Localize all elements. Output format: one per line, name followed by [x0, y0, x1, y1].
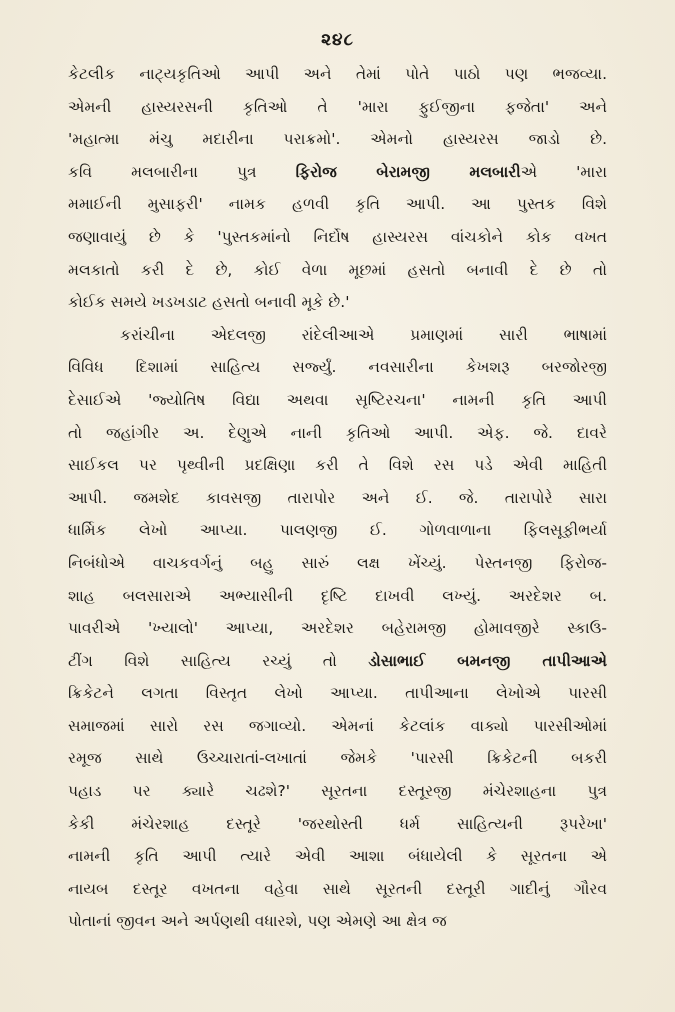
text-run: મમાઈની મુસાફરી' નામક હળવી કૃતિ આપી. આ પુસ્તક વિશે: [68, 195, 607, 214]
text-run: નિબંધોએ વાચકવર્ગનું બહુ સારું લક્ષ ખેંચ્યું. પેસ્તનજી ફિરોજ-: [68, 553, 607, 572]
text-line: [68, 645, 607, 678]
text-line: [68, 156, 607, 189]
text-run: પોતાનાં જીવન અને અર્પણથી વધારશે, પણ એમણે આ ક્ષેત્ર જ: [68, 912, 447, 931]
emphasized-name: ફિરોજ બેરામજી મલબારી: [295, 162, 521, 181]
text-run: 'મહાત્મા મંચુ મદારીના પરાક્રમો'. એમનો હાસ્યરસ જાડો છે.: [68, 130, 607, 149]
text-line: [68, 547, 607, 580]
text-run: કવિ મલબારીના પુત્ર: [68, 162, 296, 181]
text-run: સમાજમાં સારો રસ જગાવ્યો. એમનાં કેટલાંક વાક્યો પારસીઓમાં: [68, 716, 607, 735]
text-run: કોઈક સમયે ખડખડાટ હસતો બનાવી મૂકે છે.': [68, 293, 350, 312]
text-line: [68, 742, 607, 775]
text-run: ધાર્મિક લેખો આપ્યા. પાલણજી ઈ. ગોળવાળાના ફિલસૂફીભર્યા: [68, 521, 607, 540]
text-run: એ 'મારા: [520, 162, 607, 181]
text-line: [68, 449, 607, 482]
text-line: [68, 677, 607, 710]
text-run: પાવરીએ 'ખ્યાલો' આપ્યા, અરદેશર બહેરામજી હોમાવજીરે સ્કાઉ-: [68, 619, 607, 638]
text-line: [68, 91, 607, 124]
text-line: [68, 482, 607, 515]
text-line: [68, 840, 607, 873]
text-run: ક્રિકેટને લગતા વિસ્તૃત લેખો આપ્યા. તાપીઆના લેખોએ પારસી: [68, 684, 607, 703]
text-line: [68, 905, 607, 938]
text-run: દેસાઈએ 'જ્યોતિષ વિદ્યા અથવા સૃષ્ટિરચના' નામની કૃતિ આપી: [68, 390, 607, 409]
text-line: [68, 351, 607, 384]
text-line: [68, 514, 607, 547]
text-line: [68, 384, 607, 417]
text-run: ટીંગ વિશે સાહિત્ય રચ્યું તો: [68, 651, 369, 670]
body-text: [68, 58, 607, 938]
text-run: તો જહાંગીર અ. દેણુએ નાની કૃતિઓ આપી. એફ. જે. દાવરે: [68, 423, 607, 442]
paragraph: [68, 319, 607, 938]
text-line: [68, 123, 607, 156]
text-run: કેકી મંચેરશાહ દસ્તૂરે 'જરથોસ્તી ધર્મ સાહિત્યની રૂપરેખા': [68, 814, 607, 833]
text-line: [68, 775, 607, 808]
text-line: [68, 58, 607, 91]
text-line: [68, 873, 607, 906]
text-line: [68, 612, 607, 645]
text-run: સાઈકલ પર પૃથ્વીની પ્રદક્ષિણા કરી તે વિશે રસ પડે એવી માહિતી: [68, 456, 607, 475]
text-run: કેટલીક નાટ્યકૃતિઓ આપી અને તેમાં પોતે પાઠો પણ ભજવ્યા.: [68, 65, 607, 83]
text-line: [68, 286, 607, 319]
page-number: ૨૪૮: [321, 30, 354, 50]
text-run: રમૂજ સાથે ઉચ્ચારાતાં-લખાતાં જેમકે 'પારસી ક્રિકેટની બકરી: [68, 749, 607, 768]
text-line: [68, 254, 607, 287]
text-run: પહાડ પર ક્યારે ચઢશે?' સૂરતના દસ્તૂરજી મંચેરશાહના પુત્ર: [68, 782, 607, 801]
text-run: શાહ બલસારાએ અભ્યાસીની દૃષ્ટિ દાખવી લખ્યું. અરદેશર બ.: [68, 586, 607, 605]
text-line: [68, 188, 607, 221]
text-line: [68, 221, 607, 254]
text-run: વિવિધ દિશામાં સાહિત્ય સર્જ્યું. નવસારીના કેખશરૂ બરજોરજી: [68, 358, 607, 377]
text-line: [68, 710, 607, 743]
text-run: એમની હાસ્યરસની કૃતિઓ તે 'મારા ફુઈજીના ફજેતા' અને: [68, 97, 607, 116]
text-run: આપી. જમશેદ કાવસજી તારાપોર અને ઈ. જે. તારાપોરે સારા: [68, 488, 607, 507]
text-line: [68, 417, 607, 450]
text-run: નામની કૃતિ આપી ત્યારે એવી આશા બંધાયેલી કે સૂરતના એ: [68, 847, 607, 866]
text-run: જણાવાયું છે કે 'પુસ્તકમાંનો નિર્દોષ હાસ્યરસ વાંચકોને કોક વખત: [68, 227, 607, 246]
text-line: [68, 580, 607, 613]
text-line: [68, 319, 607, 352]
text-run: નાયબ દસ્તૂર વખતના વહેવા સાથે સૂરતની દસ્તૂરી ગાદીનું ગૌરવ: [68, 879, 607, 898]
text-run: કરાંચીના એદલજી રાંદેલીઆએ પ્રમાણમાં સારી ભાષામાં: [120, 325, 607, 344]
paragraph: [68, 58, 607, 319]
text-run: મલકાતો કરી દે છે, કોઈ વેળા મૂછમાં હસતો બનાવી દે છે તો: [68, 260, 607, 279]
text-line: [68, 808, 607, 841]
emphasized-name: ડોસાભાઈ બમનજી તાપીઆએ: [368, 651, 607, 670]
